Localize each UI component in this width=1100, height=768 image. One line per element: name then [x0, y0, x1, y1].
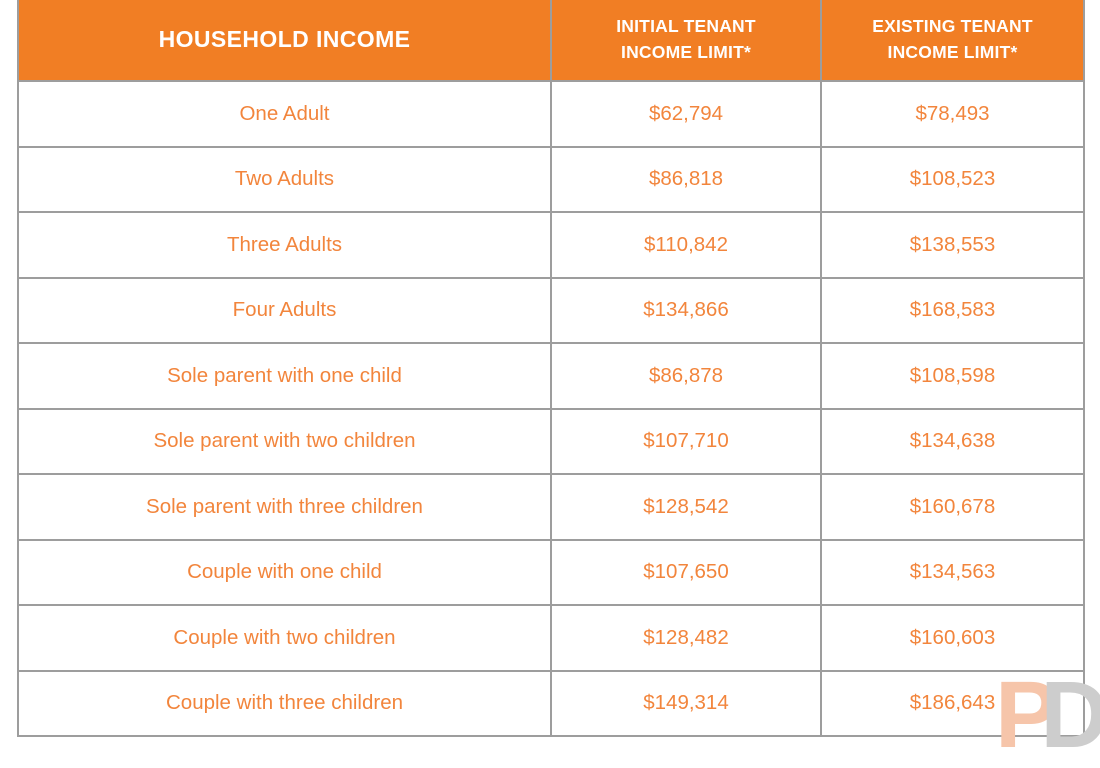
existing-limit-cell: $134,563: [821, 540, 1084, 606]
watermark-letter-right: D: [1040, 662, 1091, 768]
existing-limit-cell: $108,523: [821, 147, 1084, 213]
household-cell: Couple with one child: [18, 540, 551, 606]
table-row: [18, 147, 1084, 213]
household-cell: Couple with three children: [18, 671, 551, 737]
initial-limit-cell: $110,842: [551, 212, 821, 278]
household-cell: One Adult: [18, 81, 551, 147]
table-row: [18, 671, 1084, 737]
watermark-letter-left: P: [995, 662, 1041, 768]
header-initial-line1: INITIAL TENANT: [616, 16, 756, 37]
table-row: [18, 409, 1084, 475]
table-row: [18, 212, 1084, 278]
initial-limit-cell: $62,794: [551, 81, 821, 147]
existing-limit-cell: $168,583: [821, 278, 1084, 344]
household-cell: Sole parent with three children: [18, 474, 551, 540]
header-existing-tenant-limit: [821, 0, 1084, 81]
existing-limit-cell: $134,638: [821, 409, 1084, 475]
existing-limit-cell: $78,493: [821, 81, 1084, 147]
header-row: [18, 0, 1084, 81]
household-cell: Four Adults: [18, 278, 551, 344]
table-row: [18, 278, 1084, 344]
header-initial-line2: INCOME LIMIT*: [621, 41, 751, 62]
table-body: [18, 81, 1084, 736]
initial-limit-cell: $107,710: [551, 409, 821, 475]
existing-limit-cell: $108,598: [821, 343, 1084, 409]
household-cell: Sole parent with one child: [18, 343, 551, 409]
existing-limit-cell: $186,643: [821, 671, 1084, 737]
initial-limit-cell: $128,542: [551, 474, 821, 540]
initial-limit-cell: $86,818: [551, 147, 821, 213]
header-household-income: HOUSEHOLD INCOME: [18, 0, 551, 81]
header-initial-tenant-limit: [551, 0, 821, 81]
initial-limit-cell: $149,314: [551, 671, 821, 737]
household-cell: Couple with two children: [18, 605, 551, 671]
existing-limit-cell: $160,603: [821, 605, 1084, 671]
existing-limit-cell: $138,553: [821, 212, 1084, 278]
header-existing-line2: INCOME LIMIT*: [887, 41, 1018, 62]
table-row: [18, 605, 1084, 671]
table-row: [18, 474, 1084, 540]
table-header: [18, 0, 1084, 81]
header-existing-line1: EXISTING TENANT: [872, 16, 1033, 37]
initial-limit-cell: $107,650: [551, 540, 821, 606]
initial-limit-cell: $134,866: [551, 278, 821, 344]
table-row: [18, 540, 1084, 606]
initial-limit-cell: $128,482: [551, 605, 821, 671]
table-row: [18, 81, 1084, 147]
income-limits-table: [17, 0, 1085, 737]
household-cell: Sole parent with two children: [18, 409, 551, 475]
household-cell: Two Adults: [18, 147, 551, 213]
household-cell: Three Adults: [18, 212, 551, 278]
existing-limit-cell: $160,678: [821, 474, 1084, 540]
initial-limit-cell: $86,878: [551, 343, 821, 409]
table-row: [18, 343, 1084, 409]
